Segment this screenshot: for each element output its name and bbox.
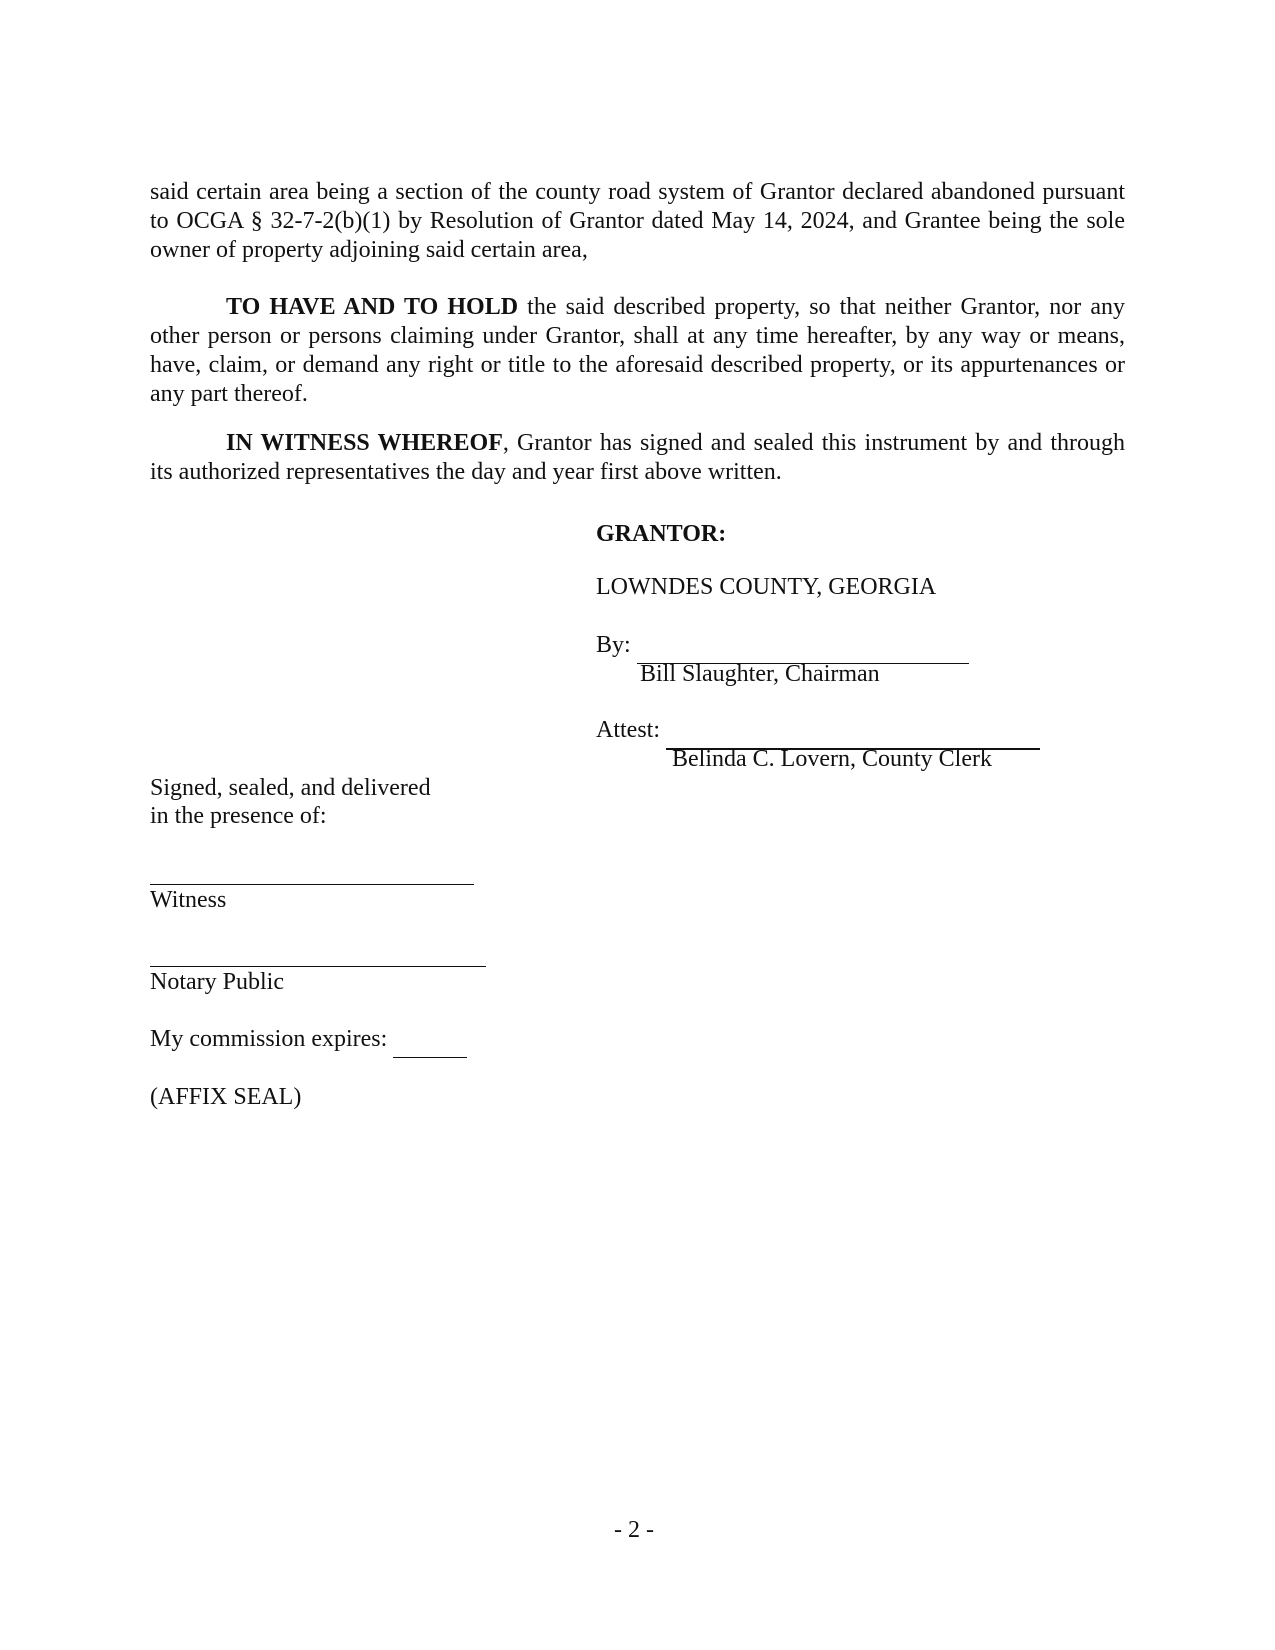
paragraph-area-description: said certain area being a section of the county road system of Grantor declared abandoned pursuant to OCGA § 32-7-2(b)(1) by Resolution of Grantor dated May 14, 2024, and Grantee being the sole owner of property adjoining said certain area, <box>150 179 1125 263</box>
clerk-name: Belinda C. Lovern, County Clerk <box>672 746 992 772</box>
paragraph-witness-whereof <box>150 429 1125 487</box>
witness-label: Witness <box>150 887 227 913</box>
page-number: - 2 - <box>614 1517 654 1543</box>
notary-signature-line[interactable] <box>150 966 486 967</box>
signed-sealed-line-2: in the presence of: <box>150 803 327 829</box>
witness-whereof-lead: IN WITNESS WHEREOF <box>226 430 503 456</box>
signed-sealed-line-1: Signed, sealed, and delivered <box>150 775 431 801</box>
affix-seal-label: (AFFIX SEAL) <box>150 1084 302 1110</box>
commission-label: My commission expires: <box>150 1026 388 1052</box>
notary-label: Notary Public <box>150 969 284 995</box>
habendum-text: the said described property, so that neither Grantor, nor any other person or persons claiming under Grantor, shall at any time hereafter, by any way or means, have, claim, or demand any right or title to the aforesaid described property, or its appurtenances or any part thereof. <box>150 294 1125 407</box>
paragraph-habendum <box>150 293 1125 409</box>
attest-line <box>596 716 1040 747</box>
by-label: By: <box>596 632 631 658</box>
habendum-lead: TO HAVE AND TO HOLD <box>226 294 519 320</box>
chairman-name: Bill Slaughter, Chairman <box>640 661 880 687</box>
commission-date-line[interactable] <box>393 1028 467 1058</box>
by-line <box>596 631 969 661</box>
attest-label: Attest: <box>596 717 660 743</box>
witness-whereof-text: , Grantor has signed and sealed this instrument by and through its authorized representatives the day and year first above written. <box>150 430 1125 485</box>
witness-signature-line[interactable] <box>150 884 474 885</box>
grantor-entity: LOWNDES COUNTY, GEORGIA <box>596 574 937 600</box>
commission-line <box>150 1025 467 1055</box>
grantor-heading: GRANTOR: <box>596 521 727 547</box>
